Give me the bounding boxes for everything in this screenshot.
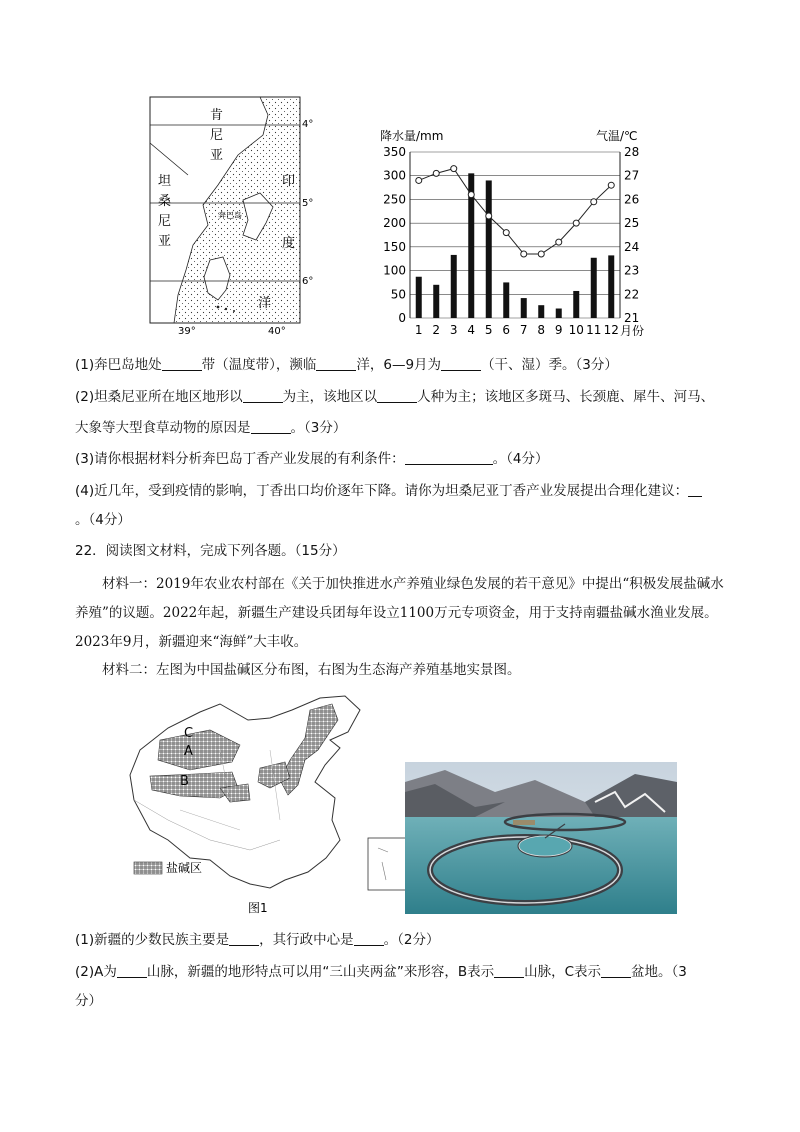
figure-caption: 图1 — [248, 901, 268, 915]
temp-point — [451, 166, 457, 172]
month-tick-label: 12 — [603, 323, 619, 337]
climate-chart — [370, 120, 660, 340]
precip-bar — [538, 305, 544, 318]
lon-40-label: 40° — [268, 326, 286, 335]
tanzania-label — [158, 173, 171, 249]
precip-bar — [486, 180, 492, 318]
precip-tick-label: 200 — [383, 216, 406, 231]
temp-tick-label: 24 — [624, 239, 640, 254]
month-tick-label: 10 — [568, 323, 584, 337]
lat-4-label: 4° — [302, 119, 314, 130]
temp-tick-label: 28 — [624, 145, 640, 159]
answer-blank[interactable] — [601, 963, 631, 978]
precip-bar — [433, 285, 439, 318]
month-tick-label: 5 — [484, 323, 493, 337]
precip-tick-label: 150 — [383, 239, 406, 254]
temp-point — [591, 199, 597, 205]
label-b: B — [180, 774, 189, 789]
svg-text:亚: 亚 — [210, 148, 224, 163]
material-2: 材料二：左图为中国盐碱区分布图，右图为生态海产养殖基地实景图。 — [102, 662, 521, 678]
answer-blank[interactable] — [441, 356, 481, 371]
month-tick-label: 8 — [537, 323, 546, 337]
aquaculture-photo — [405, 762, 677, 914]
pemba-map — [148, 95, 328, 335]
answer-blank[interactable] — [117, 963, 147, 978]
question-22-2-cont: 分） — [75, 993, 102, 1009]
precip-tick-label: 0 — [398, 311, 406, 325]
svg-text:度: 度 — [282, 236, 296, 251]
temp-point — [521, 251, 527, 257]
temp-tick-label: 22 — [624, 287, 640, 302]
precip-tick-label: 300 — [383, 168, 406, 183]
temp-point — [556, 239, 562, 245]
precip-bar — [556, 309, 562, 318]
temp-tick-label: 27 — [624, 168, 640, 183]
answer-blank[interactable] — [688, 482, 702, 497]
label-c: C — [184, 726, 194, 741]
temp-line — [419, 169, 612, 254]
south-china-sea-inset — [368, 838, 406, 890]
month-tick-label: 11 — [586, 323, 602, 337]
precip-tick-label: 100 — [383, 263, 406, 278]
answer-blank[interactable] — [494, 963, 524, 978]
question-22-2: (2)A为 山脉，新疆的地形特点可以用“三山夹两盆”来形容，B表示 山脉，C表示 盆地。（3 — [75, 964, 687, 980]
lat-5-label: 5° — [302, 198, 314, 209]
lat-6-label: 6° — [302, 276, 314, 287]
svg-text:印: 印 — [282, 174, 296, 189]
temp-point — [503, 230, 509, 236]
temp-tick-label: 23 — [624, 263, 640, 278]
temp-tick-label: 25 — [624, 216, 640, 231]
temp-point — [538, 251, 544, 257]
svg-text:桑: 桑 — [158, 194, 172, 209]
precip-bar — [503, 282, 509, 318]
precip-bar — [608, 255, 614, 318]
answer-blank[interactable] — [162, 356, 202, 371]
answer-blank[interactable] — [405, 450, 493, 465]
month-tick-label: 7 — [519, 323, 528, 337]
temp-point — [486, 213, 492, 219]
precip-tick-label: 350 — [383, 145, 406, 159]
precip-bar — [573, 291, 579, 318]
precip-tick-label: 50 — [390, 287, 406, 302]
precip-axis-label: 降水量/mm — [380, 129, 444, 143]
material-1: 材料一：2019年农业农村部在《关于加快推进水产养殖业绿色发展的若干意见》中提出“积极发展盐碱水养殖”的议题。2022年起，新疆生产建设兵团每年设立1100万元专项资金，用于支持南疆盐碱水渔业发展。2023年9月，新疆迎来“海鲜”大丰收。 — [75, 576, 724, 650]
month-tick-label: 2 — [432, 323, 441, 337]
month-tick-label: 9 — [554, 323, 563, 337]
question-4-cont: 。（4分） — [75, 512, 131, 528]
month-tick-label: 3 — [449, 323, 458, 337]
question-3: (3)请你根据材料分析奔巴岛丁香产业发展的有利条件： 。（4分） — [75, 451, 549, 467]
precip-bar — [451, 255, 457, 318]
svg-text:坦: 坦 — [158, 174, 172, 189]
question-22-title: 22．阅读图文材料，完成下列各题。（15分） — [75, 543, 346, 559]
temp-point — [433, 170, 439, 176]
svg-text:尼: 尼 — [158, 214, 172, 229]
temp-tick-label: 21 — [624, 311, 640, 325]
label-a: A — [184, 744, 193, 759]
pemba-label: 奔巴岛 — [218, 211, 242, 220]
question-22-1: (1)新疆的少数民族主要是 ，其行政中心是 。（2分） — [75, 932, 440, 948]
temp-axis-label: 气温/℃ — [596, 129, 638, 143]
answer-blank[interactable] — [229, 931, 259, 946]
question-2-cont: 大象等大型食草动物的原因是 。（3分） — [75, 420, 347, 436]
answer-blank[interactable] — [243, 388, 283, 403]
precip-tick-label: 250 — [383, 192, 406, 207]
lon-39-label: 39° — [178, 326, 196, 335]
legend-swatch — [134, 862, 162, 874]
question-2: (2)坦桑尼亚所在地区地形以 为主，该地区以 人种为主；该地区多斑马、长颈鹿、犀牛、河马、 — [75, 389, 715, 405]
month-tick-label: 1 — [414, 323, 423, 337]
svg-text:尼: 尼 — [210, 128, 224, 143]
answer-blank[interactable] — [251, 419, 291, 434]
temp-point — [468, 192, 474, 198]
temp-point — [416, 177, 422, 183]
kenya-label — [210, 107, 223, 163]
precip-bar — [416, 277, 422, 318]
svg-text:肯: 肯 — [210, 108, 224, 123]
answer-blank[interactable] — [316, 356, 356, 371]
month-tick-label: 4 — [467, 323, 476, 337]
svg-text:亚: 亚 — [158, 234, 172, 249]
month-tick-label: 6 — [502, 323, 511, 337]
temp-point — [573, 220, 579, 226]
answer-blank[interactable] — [354, 931, 384, 946]
question-1: (1)奔巴岛地处 带（温度带），濒临 洋，6—9月为 （干、湿）季。（3分） — [75, 357, 618, 373]
china-salt-map — [120, 690, 410, 920]
temp-tick-label: 26 — [624, 192, 640, 207]
svg-text:洋: 洋 — [258, 296, 272, 311]
legend-label: 盐碱区 — [166, 861, 203, 875]
precip-bar — [591, 258, 597, 318]
precip-bar — [521, 298, 527, 318]
question-4: (4)近几年，受到疫情的影响，丁香出口均价逐年下降。请你为坦桑尼亚丁香产业发展提出合理化建议： — [75, 481, 702, 501]
temp-point — [608, 182, 614, 188]
answer-blank[interactable] — [377, 388, 417, 403]
x-axis-suffix: 月份 — [620, 324, 645, 338]
